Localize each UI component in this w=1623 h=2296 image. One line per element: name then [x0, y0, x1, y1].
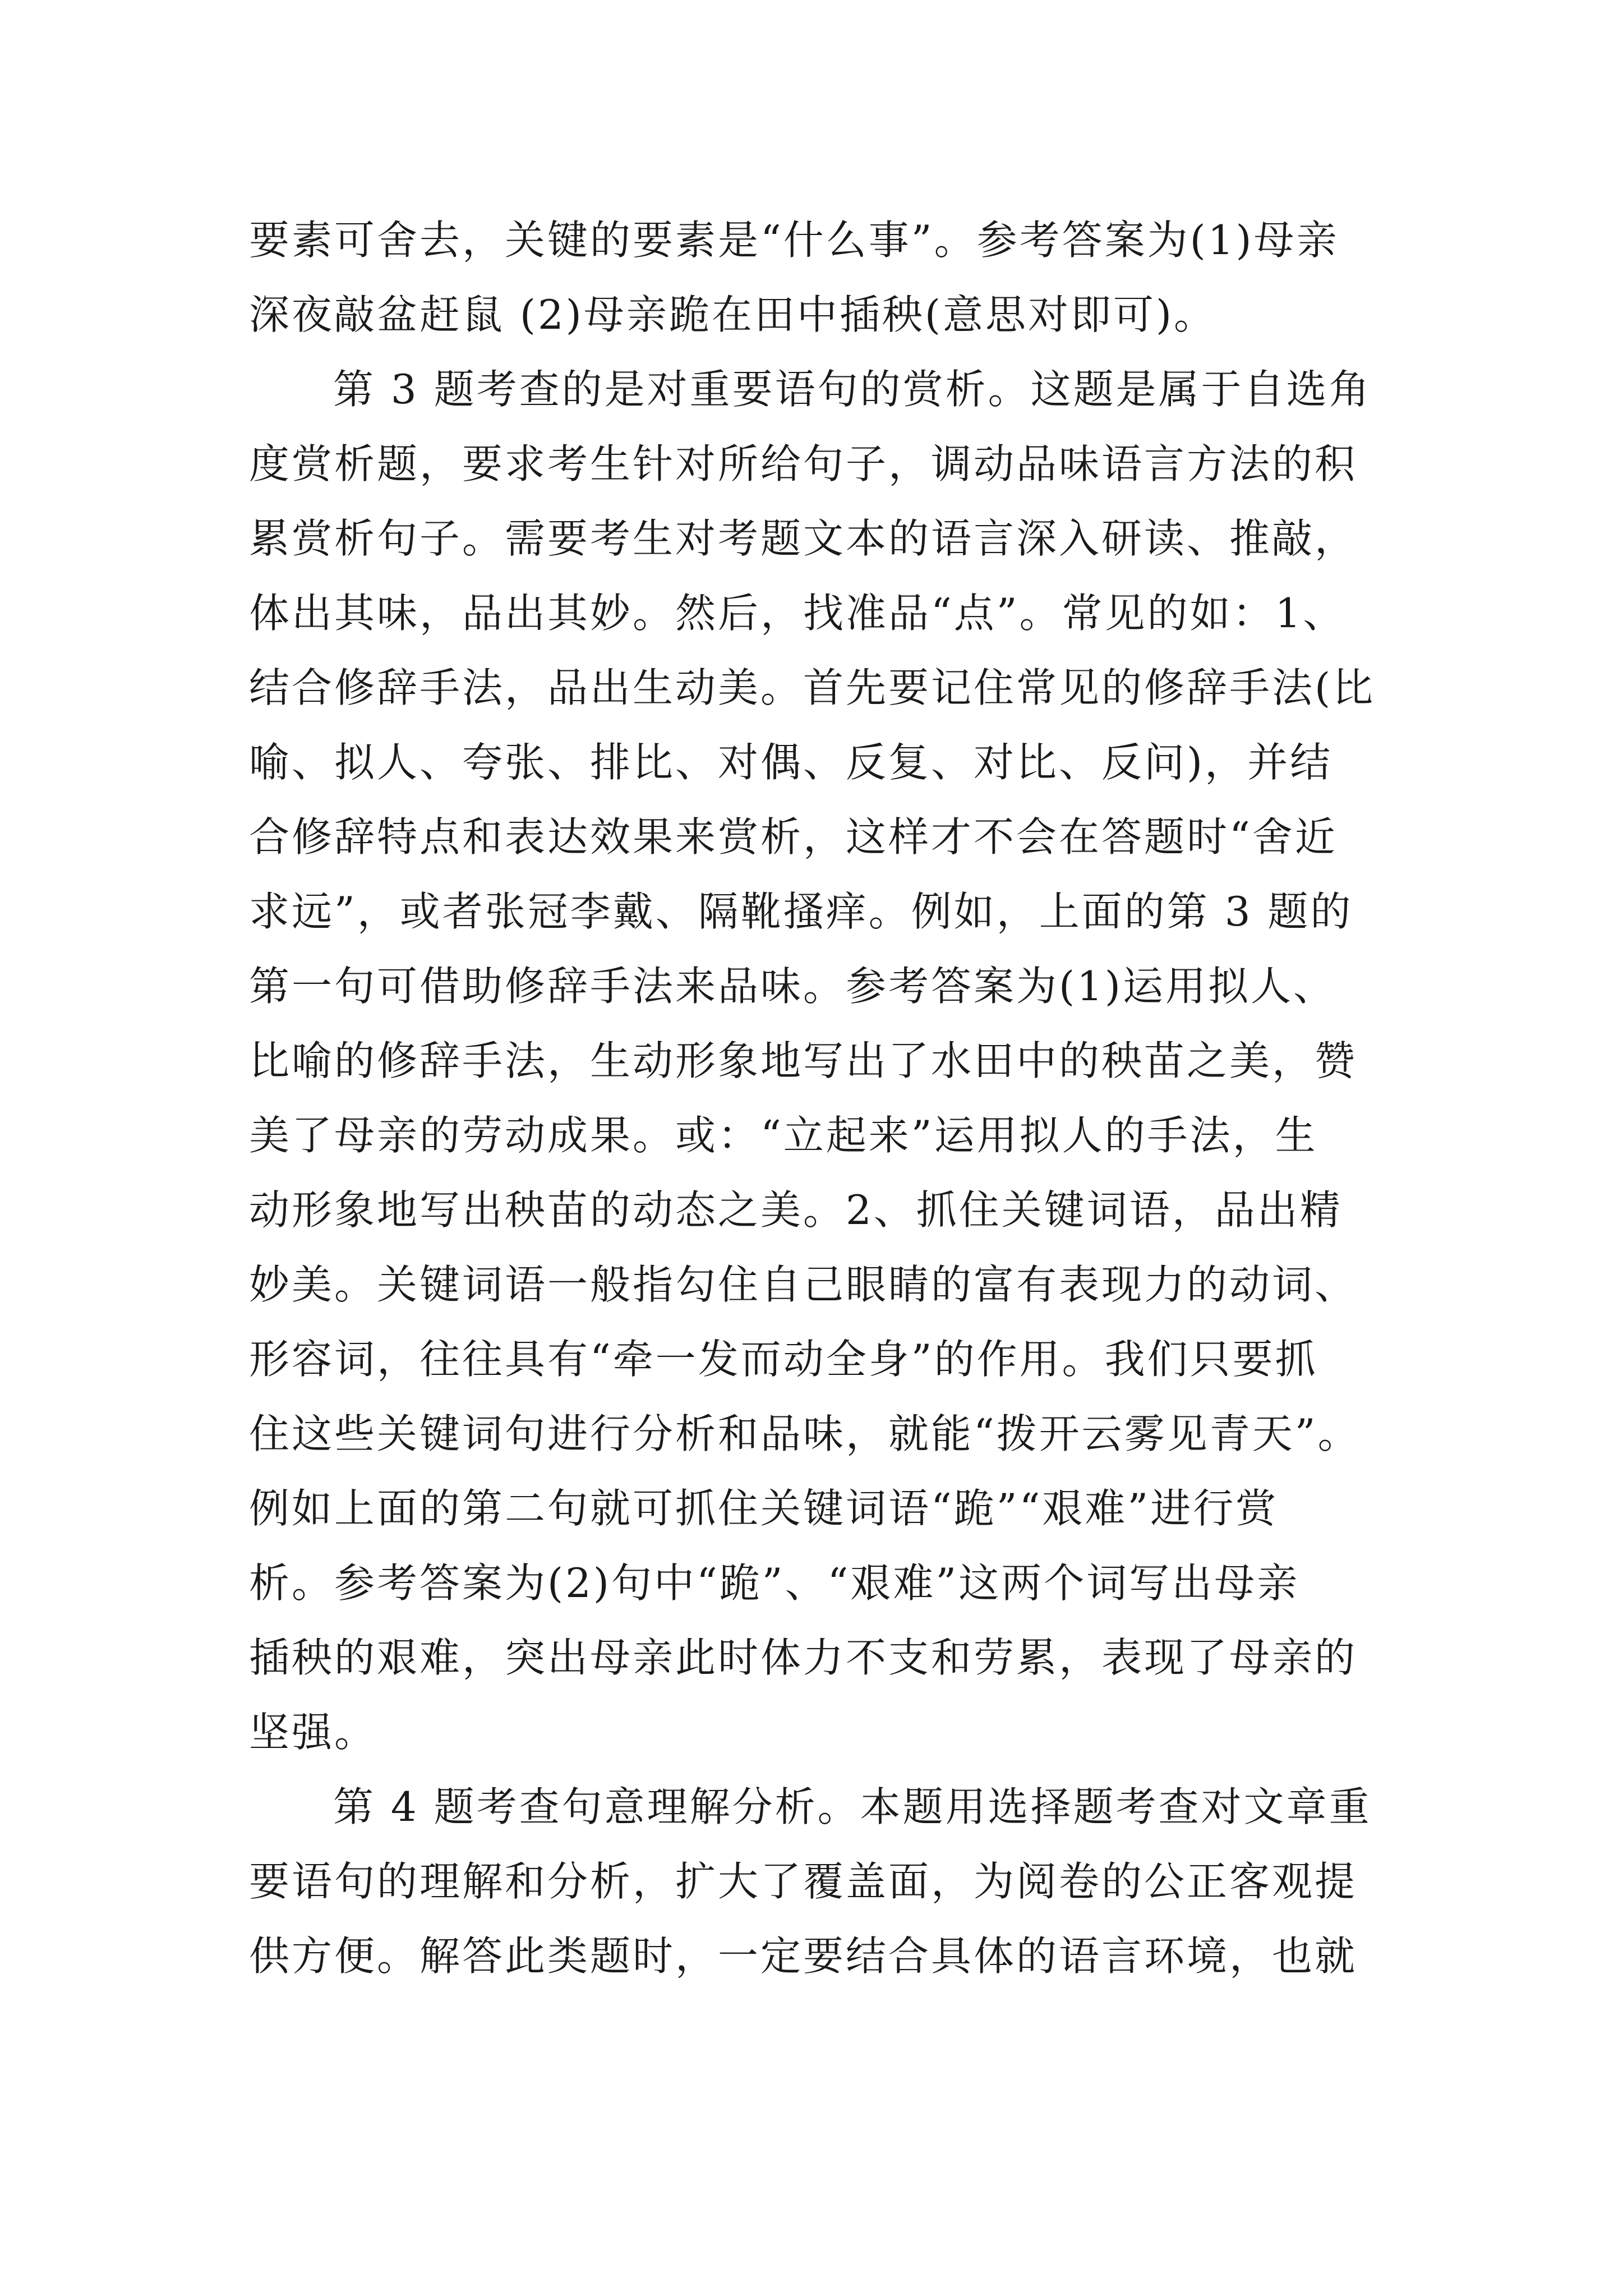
- text-line: 第 3 题考查的是对重要语句的赏析。这题是属于自选角: [333, 366, 1372, 413]
- text-line: 形容词，往往具有“牵一发而动全身”的作用。我们只要抓: [249, 1336, 1318, 1383]
- text-line: 坚强。: [249, 1709, 377, 1756]
- text-line: 深夜敲盆赶鼠 (2)母亲跪在田中插秧(意思对即可)。: [249, 291, 1217, 338]
- text-line: 美了母亲的劳动成果。或：“立起来”运用拟人的手法，生: [249, 1112, 1318, 1159]
- text-line: 析。参考答案为(2)句中“跪”、“艰难”这两个词写出母亲: [249, 1559, 1300, 1607]
- text-line: 供方便。解答此类题时，一定要结合具体的语言环境，也就: [249, 1932, 1358, 1980]
- text-line: 要素可舍去，关键的要素是“什么事”。参考答案为(1)母亲: [249, 217, 1339, 264]
- text-line: 度赏析题，要求考生针对所给句子，调动品味语言方法的积: [249, 440, 1358, 487]
- text-line: 求远”，或者张冠李戴、隔靴搔痒。例如，上面的第 3 题的: [249, 888, 1353, 935]
- text-line: 累赏析句子。需要考生对考题文本的语言深入研读、推敲，: [249, 515, 1358, 562]
- text-line: 插秧的艰难，突出母亲此时体力不支和劳累，表现了母亲的: [249, 1634, 1358, 1681]
- text-line: 比喻的修辞手法，生动形象地写出了水田中的秧苗之美，赞: [249, 1037, 1358, 1084]
- text-line: 住这些关键词句进行分析和品味，就能“拨开云雾见青天”。: [249, 1410, 1361, 1457]
- text-line: 合修辞特点和表达效果来赏析，这样才不会在答题时“舍近: [249, 813, 1338, 861]
- text-line: 妙美。关键词语一般指勾住自己眼睛的富有表现力的动词、: [249, 1261, 1358, 1308]
- text-line: 第 4 题考查句意理解分析。本题用选择题考查对文章重: [333, 1783, 1372, 1830]
- text-line: 体出其味，品出其妙。然后，找准品“点”。常见的如：1、: [249, 590, 1346, 637]
- text-line: 第一句可借助修辞手法来品味。参考答案为(1)运用拟人、: [249, 963, 1336, 1010]
- text-line: 动形象地写出秧苗的动态之美。2、抓住关键词语，品出精: [249, 1186, 1343, 1234]
- text-line: 结合修辞手法，品出生动美。首先要记住常见的修辞手法(比: [249, 664, 1376, 711]
- document-body: [249, 203, 1376, 1994]
- text-line: 要语句的理解和分析，扩大了覆盖面，为阅卷的公正客观提: [249, 1858, 1358, 1905]
- text-line: 例如上面的第二句就可抓住关键词语“跪”“艰难”进行赏: [249, 1485, 1279, 1532]
- text-line: 喻、拟人、夸张、排比、对偶、反复、对比、反问)，并结: [249, 739, 1333, 786]
